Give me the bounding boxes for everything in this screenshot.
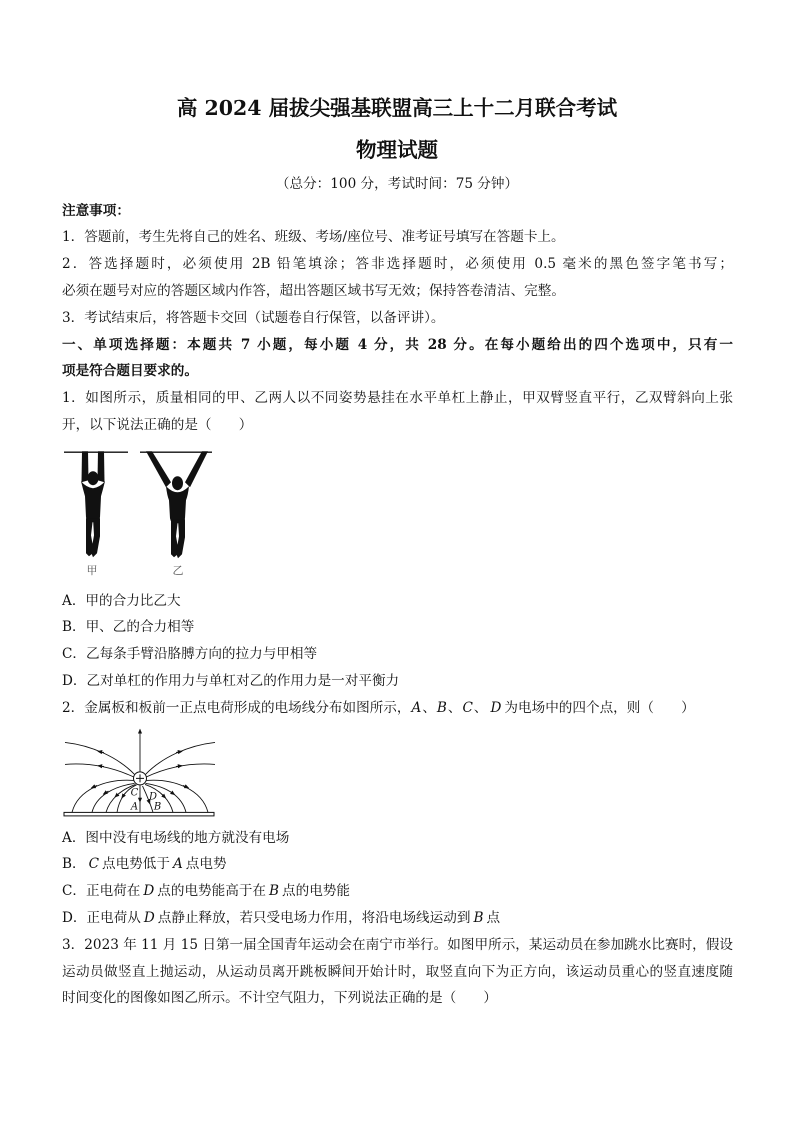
right-leg-jia	[91, 518, 100, 557]
torso-jia	[81, 481, 105, 522]
question-1-option-a: A．甲的合力比乙大	[62, 592, 181, 609]
figure-label-yi: 乙	[172, 563, 184, 577]
figure-point-label-c: C	[130, 786, 139, 798]
question-2-option-a	[62, 825, 733, 852]
question-2-option-c	[62, 878, 733, 905]
option-text: C．正电荷在	[62, 883, 141, 900]
subject-title: 物理试题	[356, 138, 438, 162]
separator: 、	[473, 699, 488, 716]
field-arrow	[170, 791, 175, 794]
head-yi	[172, 476, 183, 490]
left-arm-yi	[146, 451, 171, 487]
question-2-option-d	[62, 905, 733, 932]
option-text: D．正电荷从	[62, 909, 141, 926]
point-label-b: B	[436, 699, 447, 716]
field-arrow	[98, 751, 104, 752]
right-leg-yi	[176, 519, 185, 558]
field-arrow	[115, 793, 119, 797]
option-text: A．图中没有电场线的地方就没有电场	[62, 829, 290, 846]
notice-line-1: 1．答题前，考生先将自己的姓名、班级、考场/座位号、准考证号填写在答题卡上。	[62, 229, 565, 246]
point-label: B	[269, 883, 280, 900]
stem-text: 2．金属板和板前一正点电荷形成的电场线分布如图所示，	[62, 699, 411, 716]
question-1-figure	[62, 439, 733, 588]
electric-field-figure	[62, 722, 222, 825]
question-1-option-b: B．甲、乙的合力相等	[62, 619, 195, 636]
exam-info: （总分：100 分，考试时间：75 分钟）	[275, 175, 519, 192]
head-jia	[88, 471, 99, 485]
option-text: 点静止释放，若只受电场力作用，将沿电场线运动到	[157, 909, 471, 926]
section-heading-line-2: 项是符合题目要求的。	[62, 363, 198, 380]
figure-point-label-b: B	[153, 800, 162, 812]
point-label: D	[143, 883, 155, 900]
question-1-option-c: C．乙每条手臂沿胳膊方向的拉力与甲相等	[62, 646, 318, 663]
field-line	[65, 742, 135, 774]
question-1-stem-line-2: 开，以下说法正确的是（ ）	[62, 416, 253, 433]
question-2-option-b	[62, 851, 733, 878]
person-yi-figure	[140, 451, 212, 558]
point-label-d: D	[490, 699, 502, 716]
figure-point-label-a: A	[130, 800, 139, 812]
section-heading-line-1: 一、单项选择题：本题共 7 小题，每小题 4 分，共 28 分。在每小题给出的四个选项中，只有一	[62, 336, 733, 353]
notices-heading: 注意事项：	[62, 202, 130, 219]
question-3-stem-line-1: 3．2023 年 11 月 15 日第一届全国青年运动会在南宁市举行。如图甲所示，某运动员在参加跳水比赛时，假设	[62, 936, 733, 953]
right-arm-jia	[98, 451, 105, 482]
point-label: C	[88, 856, 99, 873]
left-arm-jia	[82, 451, 89, 482]
question-1-option-d: D．乙对单杠的作用力与单杠对乙的作用力是一对平衡力	[62, 672, 400, 689]
option-text: 点的电势能	[282, 883, 350, 900]
metal-plate	[64, 812, 214, 816]
figure-point-label-d: D	[148, 790, 158, 802]
field-arrow	[176, 751, 182, 752]
question-3-stem-line-2: 运动员做竖直上抛运动，从运动员离开跳板瞬间开始计时，取竖直向下为正方向，该运动员重心的竖直速度随	[62, 963, 733, 980]
field-line	[146, 742, 216, 774]
separator: 、	[422, 699, 436, 716]
field-arrow	[122, 793, 125, 798]
point-charge	[134, 771, 147, 784]
torso-yi	[166, 486, 189, 523]
stem-text: 为电场中的四个点，则（ ）	[504, 699, 695, 716]
option-text: 点的电势能高于在	[157, 883, 267, 900]
question-2-figure	[62, 722, 733, 825]
option-text: 点电势	[185, 856, 227, 873]
notice-line-2-continued: 必须在题号对应的答题区域内作答，超出答题区域书写无效；保持答卷清洁、完整。	[62, 282, 565, 299]
person-jia-figure	[64, 451, 128, 557]
notice-line-2: 2．答选择题时，必须使用 2B 铅笔填涂；答非选择题时，必须使用 0.5 毫米的黑色签字笔书写；	[62, 256, 733, 273]
point-label-c: C	[462, 699, 473, 716]
question-2-stem	[62, 695, 733, 722]
option-text: 点电势低于	[102, 856, 170, 873]
hanging-persons-figure	[62, 439, 222, 588]
exam-body	[62, 198, 733, 1013]
point-label: A	[172, 856, 183, 873]
exam-title: 高 2024 届拔尖强基联盟高三上十二月联合考试	[176, 96, 618, 120]
question-3-stem-line-3: 时间变化的图像如图乙所示。不计空气阻力，下列说法正确的是（ ）	[62, 990, 497, 1007]
point-label: B	[473, 909, 484, 926]
option-text: B．	[62, 856, 86, 873]
notice-line-3: 3．考试结束后，将答题卡交回（试题卷自行保管，以备评讲）。	[62, 309, 445, 326]
figure-label-jia: 甲	[86, 563, 98, 577]
right-arm-yi	[185, 451, 208, 487]
field-arrow	[161, 793, 165, 797]
question-1-stem-line-1: 1．如图所示，质量相同的甲、乙两人以不同姿势悬挂在水平单杠上静止，甲双臂竖直平行，乙双臂斜向上张	[62, 390, 733, 407]
option-text: 点	[486, 909, 501, 926]
point-label: D	[143, 909, 155, 926]
point-label-a: A	[411, 699, 422, 716]
separator: 、	[447, 699, 462, 716]
